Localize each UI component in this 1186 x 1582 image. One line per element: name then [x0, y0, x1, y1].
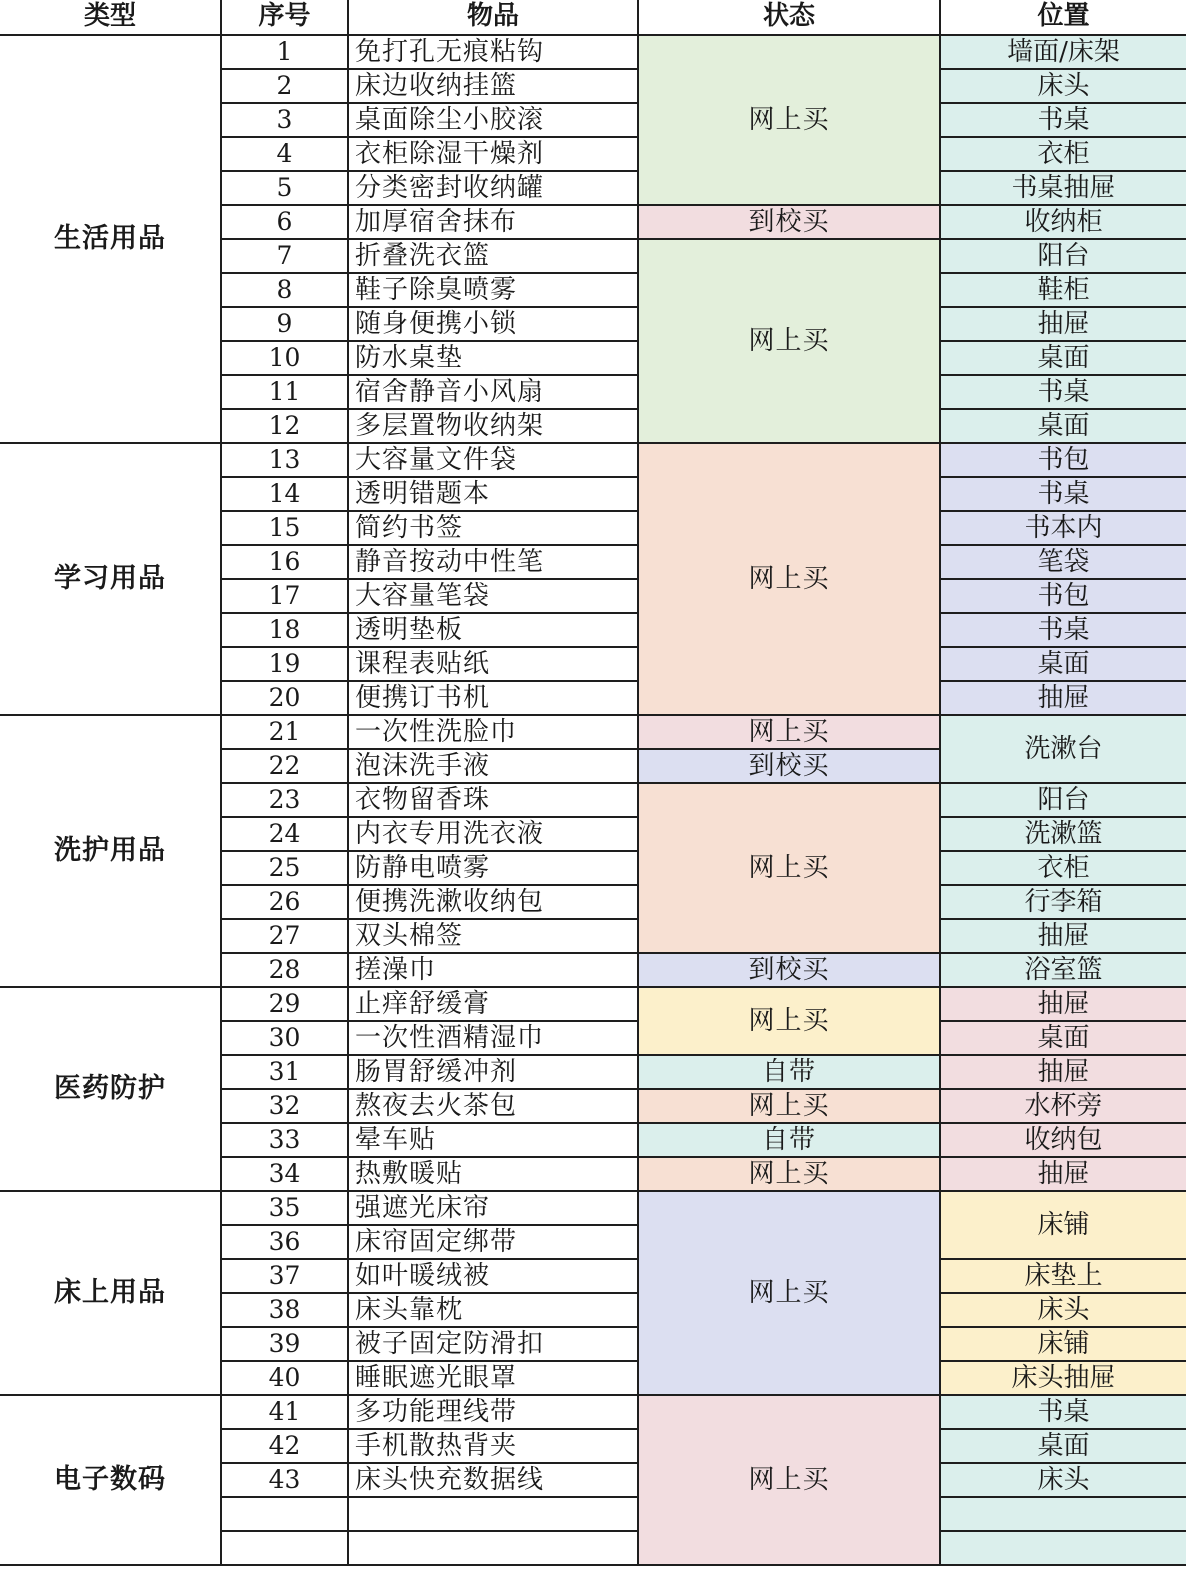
- location-cell: 床铺: [940, 1191, 1186, 1259]
- location-cell: 洗漱台: [940, 715, 1186, 783]
- location-cell: 抽屉: [940, 987, 1186, 1021]
- location-cell: 书桌: [940, 1395, 1186, 1429]
- row-number: 10: [221, 341, 348, 375]
- item-name: 泡沫洗手液: [348, 749, 638, 783]
- item-name: 搓澡巾: [348, 953, 638, 987]
- item-name: 晕车贴: [348, 1123, 638, 1157]
- item-name: 便携洗漱收纳包: [348, 885, 638, 919]
- item-name: 床帘固定绑带: [348, 1225, 638, 1259]
- row-number: 1: [221, 35, 348, 69]
- row-number: 11: [221, 375, 348, 409]
- item-name: 桌面除尘小胶滚: [348, 103, 638, 137]
- status-cell: 自带: [638, 1055, 940, 1089]
- row-number: 39: [221, 1327, 348, 1361]
- status-cell: 网上买: [638, 1191, 940, 1395]
- status-cell: 到校买: [638, 749, 940, 783]
- table-row: [0, 35, 1186, 69]
- item-name: 一次性酒精湿巾: [348, 1021, 638, 1055]
- item-name: 防静电喷雾: [348, 851, 638, 885]
- row-number: 30: [221, 1021, 348, 1055]
- item-name: [348, 1531, 638, 1565]
- location-cell: 床头: [940, 1293, 1186, 1327]
- item-name: 床头快充数据线: [348, 1463, 638, 1497]
- header-row: [0, 0, 1186, 35]
- location-cell: [940, 1531, 1186, 1565]
- category-cell: 洗护用品: [0, 715, 221, 987]
- item-name: 如叶暖绒被: [348, 1259, 638, 1293]
- item-name: 大容量文件袋: [348, 443, 638, 477]
- location-cell: 桌面: [940, 647, 1186, 681]
- location-cell: 床垫上: [940, 1259, 1186, 1293]
- row-number: 25: [221, 851, 348, 885]
- location-cell: 收纳包: [940, 1123, 1186, 1157]
- category-cell: 生活用品: [0, 35, 221, 443]
- row-number: 12: [221, 409, 348, 443]
- table-row: [0, 1395, 1186, 1429]
- location-cell: 床头: [940, 1463, 1186, 1497]
- item-name: 多功能理线带: [348, 1395, 638, 1429]
- status-cell: 网上买: [638, 1089, 940, 1123]
- row-number: 7: [221, 239, 348, 273]
- status-cell: 网上买: [638, 783, 940, 953]
- location-cell: 书包: [940, 443, 1186, 477]
- header-type: 类型: [0, 0, 221, 35]
- location-cell: 桌面: [940, 341, 1186, 375]
- row-number: 32: [221, 1089, 348, 1123]
- row-number: 31: [221, 1055, 348, 1089]
- location-cell: 墙面/床架: [940, 35, 1186, 69]
- category-cell: 电子数码: [0, 1395, 221, 1565]
- location-cell: 书桌: [940, 103, 1186, 137]
- row-number: 15: [221, 511, 348, 545]
- item-name: 衣物留香珠: [348, 783, 638, 817]
- row-number: 26: [221, 885, 348, 919]
- status-cell: 网上买: [638, 443, 940, 715]
- item-name: 透明垫板: [348, 613, 638, 647]
- location-cell: 床头抽屉: [940, 1361, 1186, 1395]
- status-cell: 网上买: [638, 239, 940, 443]
- table-row: [0, 987, 1186, 1021]
- row-number: 21: [221, 715, 348, 749]
- row-number: 33: [221, 1123, 348, 1157]
- status-cell: 网上买: [638, 35, 940, 205]
- row-number: 24: [221, 817, 348, 851]
- row-number: 13: [221, 443, 348, 477]
- row-number: 35: [221, 1191, 348, 1225]
- item-name: 睡眠遮光眼罩: [348, 1361, 638, 1395]
- location-cell: 书桌: [940, 613, 1186, 647]
- row-number: 14: [221, 477, 348, 511]
- item-name: 简约书签: [348, 511, 638, 545]
- row-number: 36: [221, 1225, 348, 1259]
- row-number: 6: [221, 205, 348, 239]
- row-number: [221, 1497, 348, 1531]
- status-cell: 网上买: [638, 715, 940, 749]
- item-name: 便携订书机: [348, 681, 638, 715]
- location-cell: 抽屉: [940, 1157, 1186, 1191]
- item-name: 透明错题本: [348, 477, 638, 511]
- status-cell: 网上买: [638, 1395, 940, 1565]
- row-number: 40: [221, 1361, 348, 1395]
- item-name: 被子固定防滑扣: [348, 1327, 638, 1361]
- status-cell: 到校买: [638, 953, 940, 987]
- item-name: 鞋子除臭喷雾: [348, 273, 638, 307]
- location-cell: 书桌: [940, 375, 1186, 409]
- item-name: 加厚宿舍抹布: [348, 205, 638, 239]
- location-cell: 床铺: [940, 1327, 1186, 1361]
- table-row: [0, 443, 1186, 477]
- row-number: 28: [221, 953, 348, 987]
- item-name: 双头棉签: [348, 919, 638, 953]
- location-cell: 水杯旁: [940, 1089, 1186, 1123]
- row-number: 4: [221, 137, 348, 171]
- row-number: 22: [221, 749, 348, 783]
- location-cell: 抽屉: [940, 681, 1186, 715]
- item-name: 止痒舒缓膏: [348, 987, 638, 1021]
- table-row: [0, 1191, 1186, 1225]
- item-name: 衣柜除湿干燥剂: [348, 137, 638, 171]
- location-cell: 阳台: [940, 239, 1186, 273]
- item-name: 内衣专用洗衣液: [348, 817, 638, 851]
- item-name: 多层置物收纳架: [348, 409, 638, 443]
- item-name: 随身便携小锁: [348, 307, 638, 341]
- row-number: 16: [221, 545, 348, 579]
- item-name: 肠胃舒缓冲剂: [348, 1055, 638, 1089]
- item-name: 折叠洗衣篮: [348, 239, 638, 273]
- item-name: 热敷暖贴: [348, 1157, 638, 1191]
- location-cell: 桌面: [940, 1021, 1186, 1055]
- location-cell: 阳台: [940, 783, 1186, 817]
- item-name: 防水桌垫: [348, 341, 638, 375]
- item-name: 床头靠枕: [348, 1293, 638, 1327]
- item-name: 课程表贴纸: [348, 647, 638, 681]
- row-number: 5: [221, 171, 348, 205]
- row-number: 34: [221, 1157, 348, 1191]
- item-name: 免打孔无痕粘钩: [348, 35, 638, 69]
- item-name: 分类密封收纳罐: [348, 171, 638, 205]
- item-name: 宿舍静音小风扇: [348, 375, 638, 409]
- category-cell: 医药防护: [0, 987, 221, 1191]
- row-number: 3: [221, 103, 348, 137]
- row-number: 38: [221, 1293, 348, 1327]
- table-row: [0, 715, 1186, 749]
- status-cell: 网上买: [638, 987, 940, 1055]
- header-location: 位置: [940, 0, 1186, 35]
- status-cell: 自带: [638, 1123, 940, 1157]
- location-cell: 抽屉: [940, 919, 1186, 953]
- location-cell: 抽屉: [940, 1055, 1186, 1089]
- location-cell: 书包: [940, 579, 1186, 613]
- item-name: [348, 1497, 638, 1531]
- location-cell: 桌面: [940, 409, 1186, 443]
- location-cell: 收纳柜: [940, 205, 1186, 239]
- item-name: 一次性洗脸巾: [348, 715, 638, 749]
- row-number: 20: [221, 681, 348, 715]
- location-cell: 浴室篮: [940, 953, 1186, 987]
- location-cell: 笔袋: [940, 545, 1186, 579]
- location-cell: 洗漱篮: [940, 817, 1186, 851]
- item-name: 床边收纳挂篮: [348, 69, 638, 103]
- item-name: 大容量笔袋: [348, 579, 638, 613]
- status-cell: 网上买: [638, 1157, 940, 1191]
- item-name: 静音按动中性笔: [348, 545, 638, 579]
- row-number: 17: [221, 579, 348, 613]
- row-number: 42: [221, 1429, 348, 1463]
- row-number: [221, 1531, 348, 1565]
- row-number: 8: [221, 273, 348, 307]
- location-cell: 书桌抽屉: [940, 171, 1186, 205]
- row-number: 43: [221, 1463, 348, 1497]
- location-cell: 抽屉: [940, 307, 1186, 341]
- location-cell: 衣柜: [940, 137, 1186, 171]
- row-number: 29: [221, 987, 348, 1021]
- location-cell: 桌面: [940, 1429, 1186, 1463]
- category-cell: 床上用品: [0, 1191, 221, 1395]
- row-number: 27: [221, 919, 348, 953]
- status-cell: 到校买: [638, 205, 940, 239]
- header-item: 物品: [348, 0, 638, 35]
- row-number: 19: [221, 647, 348, 681]
- row-number: 2: [221, 69, 348, 103]
- location-cell: 鞋柜: [940, 273, 1186, 307]
- location-cell: 衣柜: [940, 851, 1186, 885]
- location-cell: 书桌: [940, 477, 1186, 511]
- row-number: 41: [221, 1395, 348, 1429]
- item-name: 强遮光床帘: [348, 1191, 638, 1225]
- row-number: 9: [221, 307, 348, 341]
- row-number: 18: [221, 613, 348, 647]
- category-cell: 学习用品: [0, 443, 221, 715]
- location-cell: [940, 1497, 1186, 1531]
- item-name: 手机散热背夹: [348, 1429, 638, 1463]
- location-cell: 床头: [940, 69, 1186, 103]
- row-number: 37: [221, 1259, 348, 1293]
- location-cell: 行李箱: [940, 885, 1186, 919]
- location-cell: 书本内: [940, 511, 1186, 545]
- header-status: 状态: [638, 0, 940, 35]
- row-number: 23: [221, 783, 348, 817]
- table-body: [0, 35, 1186, 1565]
- item-name: 熬夜去火茶包: [348, 1089, 638, 1123]
- header-number: 序号: [221, 0, 348, 35]
